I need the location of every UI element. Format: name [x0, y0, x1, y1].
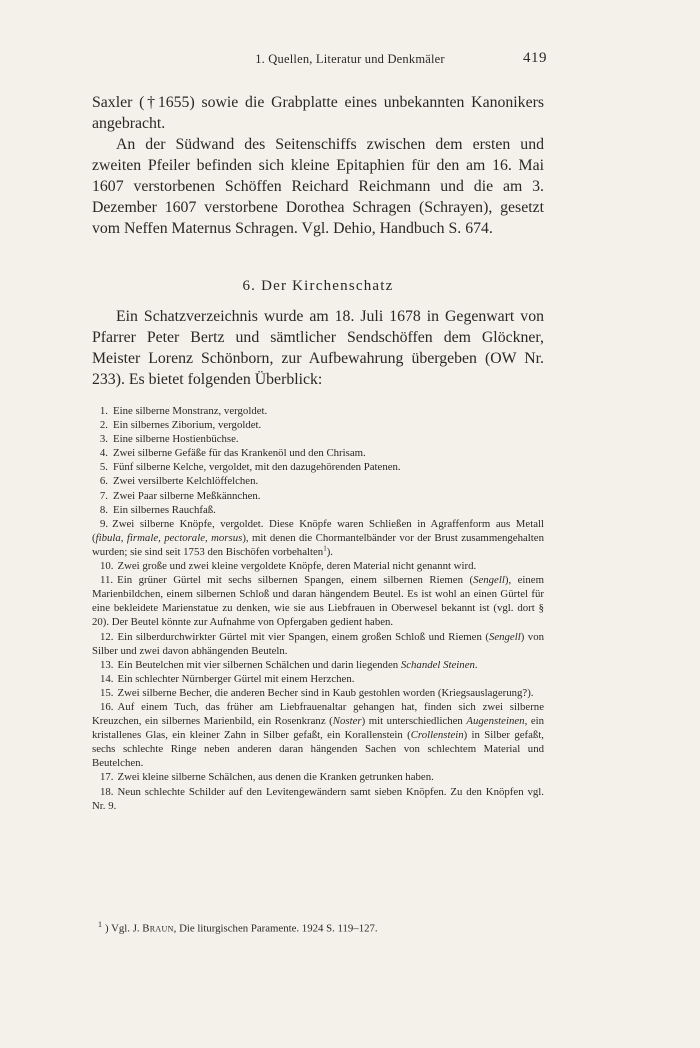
item-text: Zwei kleine silberne Schälchen, aus denen die Kranken getrunken haben. — [117, 771, 434, 784]
item-term: Noster — [332, 715, 362, 728]
page-number: 419 — [523, 50, 547, 66]
item-number: 10. — [100, 560, 114, 573]
list-item — [92, 418, 544, 432]
item-term: Augensteinen — [466, 715, 525, 728]
item-term: Schandel Steinen — [400, 658, 475, 671]
list-item — [92, 517, 544, 559]
item-term: Sengell — [488, 630, 521, 643]
item-number: 8. — [99, 503, 108, 516]
item-text: Auf einem Tuch, das früher am Liebfrauenaltar gehangen hat, finden sich zwei silberne Kreuzchen, ein silbernes Marienbild, ein Rosenkranz ( — [92, 700, 544, 728]
top-text-block — [92, 92, 544, 239]
item-number: 3. — [99, 433, 108, 446]
item-text: Zwei silberne Gefäße für das Krankenöl und den Chrisam. — [113, 447, 366, 460]
item-number: 9. — [100, 517, 109, 530]
item-text: Ein grüner Gürtel mit sechs silbernen Spangen, einem silbernen Riemen ( — [117, 574, 474, 587]
list-item — [92, 686, 544, 700]
item-text: Eine silberne Hostienbüchse. — [113, 433, 239, 446]
item-text: Ein schlechter Nürnberger Gürtel mit einem Herzchen. — [117, 672, 355, 685]
footnote-author: Braun — [142, 922, 174, 935]
item-text: Neun schlechte Schilder auf den Levitengewändern samt sieben Knöpfen. Zu den Knöpfen vgl. Nr. 9. — [92, 785, 544, 812]
section-heading: 6. Der Kirchenschatz — [242, 278, 394, 294]
running-head — [0, 52, 700, 72]
footnote-ref: 1 — [323, 544, 327, 553]
item-text: ). — [326, 545, 333, 558]
list-item — [92, 432, 544, 446]
list-item — [92, 404, 544, 418]
item-text: Zwei silberne Becher, die anderen Becher sind in Kaub gestohlen worden (Kriegsauslagerung?). — [117, 686, 534, 699]
footnote-marker: 1 — [98, 920, 102, 929]
item-text: Zwei silberne Knöpfe, vergoldet. Diese Knöpfe waren Schließen in Agraffenform aus Metall ( — [92, 517, 544, 544]
item-number: 6. — [99, 475, 108, 488]
list-item — [92, 672, 544, 686]
item-number: 15. — [100, 686, 114, 699]
item-text: ), einem Marienbildchen, einem silbernen Schloß und daran hängendem Beutel. Es ist wohl an einen Gürtel für eine bekleidete Marienstatue zu denken, wie sie aus Liebfrauen in Oberwesel bekannt ist (vgl. dort § 20). Der Beutel könnte zur Aufnahme von Opfergaben gedient haben. — [92, 574, 545, 629]
item-number: 2. — [99, 419, 108, 432]
item-number: 14. — [100, 672, 114, 685]
section-intro-block — [92, 306, 544, 390]
item-number: 13. — [100, 658, 114, 671]
paragraph-epitaphs: An der Südwand des Seitenschiffs zwischen dem ersten und zweiten Pfeiler befinden sich kleine Epitaphien für den am 16. Mai 1607 verstorbenen Schöffen Reichard Reichmann und die am 3. Dezember 1607 verstorbene Dorothea Schragen (Schrayen), gesetzt vom Neffen Maternus Schragen. Vgl. Dehio, Handbuch S. 674. — [92, 136, 544, 237]
item-number: 5. — [99, 461, 108, 474]
list-item — [92, 785, 544, 813]
item-number: 18. — [100, 785, 114, 798]
list-item — [92, 573, 544, 629]
item-number: 7. — [99, 489, 108, 502]
list-item — [92, 559, 544, 573]
item-text: . — [474, 658, 478, 671]
item-text: Fünf silberne Kelche, vergoldet, mit den dazugehörenden Patenen. — [113, 461, 401, 474]
item-number: 16. — [100, 700, 114, 713]
inventory-list — [92, 404, 544, 813]
footnote-text: ) Vgl. J. — [105, 922, 143, 935]
item-number: 12. — [100, 630, 114, 643]
list-item — [92, 630, 544, 658]
item-term: Crollenstein — [410, 729, 464, 742]
item-text: Zwei versilberte Kelchlöffelchen. — [113, 475, 259, 488]
list-item — [92, 700, 544, 770]
item-number: 1. — [99, 405, 108, 417]
item-latin-terms: fibula, firmale, pectorale, morsus — [95, 531, 243, 544]
item-text: ) mit unterschiedlichen — [361, 715, 467, 728]
item-text: ) von Silber und zwei davon abhängenden Beuteln. — [92, 630, 544, 657]
footnote-text: , Die liturgischen Paramente. 1924 S. 119–127. — [173, 922, 378, 935]
item-text: Ein silbernes Ziborium, vergoldet. — [113, 419, 262, 432]
item-text: Eine silberne Monstranz, vergoldet. — [113, 405, 268, 417]
item-text: ), mit denen die Chormantelbänder vor der Brust zusammengehalten wurden; sie sind seit 1753 den Bischöfen vorbehalten — [92, 531, 544, 558]
item-text: , ein kristallenes Glas, ein kleiner Zahn in Silber gefaßt, ein Korallenstein ( — [92, 715, 545, 742]
item-text: Zwei große und zwei kleine vergoldete Knöpfe, deren Material nicht genannt wird. — [117, 560, 477, 573]
item-text: ) in Silber gefaßt, sechs schlechte Ringe neben anderen daran hängenden Sachen von schlechtem Material und Beutelchen. — [92, 729, 544, 770]
item-number: 17. — [100, 771, 114, 784]
footnote — [92, 918, 544, 936]
item-number: 11. — [100, 574, 114, 587]
paragraph-continuation: Saxler (†1655) sowie die Grabplatte eines unbekannten Kanonikers angebracht. — [92, 94, 544, 132]
item-text: Ein silberdurchwirkter Gürtel mit vier Spangen, einem großen Schloß und Riemen ( — [117, 630, 489, 643]
item-number: 4. — [99, 447, 108, 460]
list-item — [92, 446, 544, 460]
list-item — [92, 770, 544, 784]
list-item — [92, 489, 544, 503]
list-item — [92, 460, 544, 474]
item-text: Zwei Paar silberne Meßkännchen. — [113, 489, 261, 502]
running-title: 1. Quellen, Literatur und Denkmäler — [255, 52, 445, 66]
item-text: Ein silbernes Rauchfaß. — [113, 503, 216, 516]
list-item — [92, 503, 544, 517]
section-intro: Ein Schatzverzeichnis wurde am 18. Juli 1678 in Gegenwart von Pfarrer Peter Bertz und sämtlicher Sendschöffen dem Glöckner, Meister Lorenz Schönborn, zur Aufbewahrung übergeben (OW Nr. 233). Es bietet folgenden Überblick: — [92, 308, 544, 388]
list-item — [92, 474, 544, 488]
item-term: Sengell — [473, 574, 505, 587]
list-item — [92, 658, 544, 672]
item-text: Ein Beutelchen mit vier silbernen Schälchen und darin liegenden — [117, 658, 401, 671]
